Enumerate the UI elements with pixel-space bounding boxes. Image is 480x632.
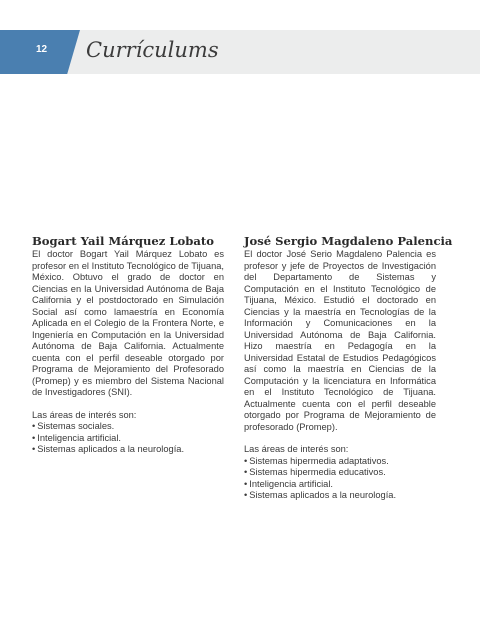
interest-item: • Sistemas aplicados a la neurología. [244,490,436,502]
interests-list [244,456,436,502]
profile-bio: El doctor Bogart Yail Márquez Lobato es profesor en el Instituto Tecnológico de Tijuana, México. Obtuvo el grado de doctor en Ciencias en la Universidad Autónoma de Baja California y el postdoctorado en Simulación Social así como lamaestría en Economía Aplicada en el Colegio de la Frontera Norte, e Ingeniería en Computación en la Universidad Autónoma de Baja California. Actualmente cuenta con el perfil deseable otorgado por Programa de Mejoramiento del Profesorado (Promep) y es miembro del Sistema Nacional de Investigadores (SNI). [32,249,224,397]
profile-column-left [32,234,224,456]
profile-column-right [244,234,453,502]
interest-item: • Sistemas sociales. [32,421,224,433]
interests-heading: Las áreas de interés son: [244,444,349,454]
interests-heading: Las áreas de interés son: [32,409,137,420]
page-number: 12 [36,44,48,55]
section-title: Currículums [86,38,219,62]
interest-item: • Sistemas hipermedia adaptativos. [244,456,436,468]
profile-name: Bogart Yail Márquez Lobato [32,234,214,248]
interest-item: • Inteligencia artificial. [32,433,224,445]
profile-name: José Sergio Magdaleno Palencia [244,234,453,248]
interest-item: • Inteligencia artificial. [244,479,436,491]
interest-item: • Sistemas hipermedia educativos. [244,467,436,479]
profile-bio: El doctor José Serio Magdaleno Palencia es profesor y jefe de Proyectos de Investigación del Departamento de Sistemas y Computación en el Instituto Tecnológico de Tijuana, México. Estudió el doctorado en Ciencias y la maestría en Tecnologías de la Información y Comunicaciones en la Universidad Autónoma de Baja California. Hizo maestría en Pedagogía en la Universidad Estatal de Estudios Pedagógicos así como la maestría en Ciencias de la Computación y la licenciatura en Informática en el Instituto Tecnológico de Tijuana. Actualmente cuenta con el perfil deseable otorgado por Programa de Mejoramiento de profesorado (Promep). [244,249,436,432]
interest-item: • Sistemas aplicados a la neurología. [32,444,224,456]
interests-list [32,421,224,456]
